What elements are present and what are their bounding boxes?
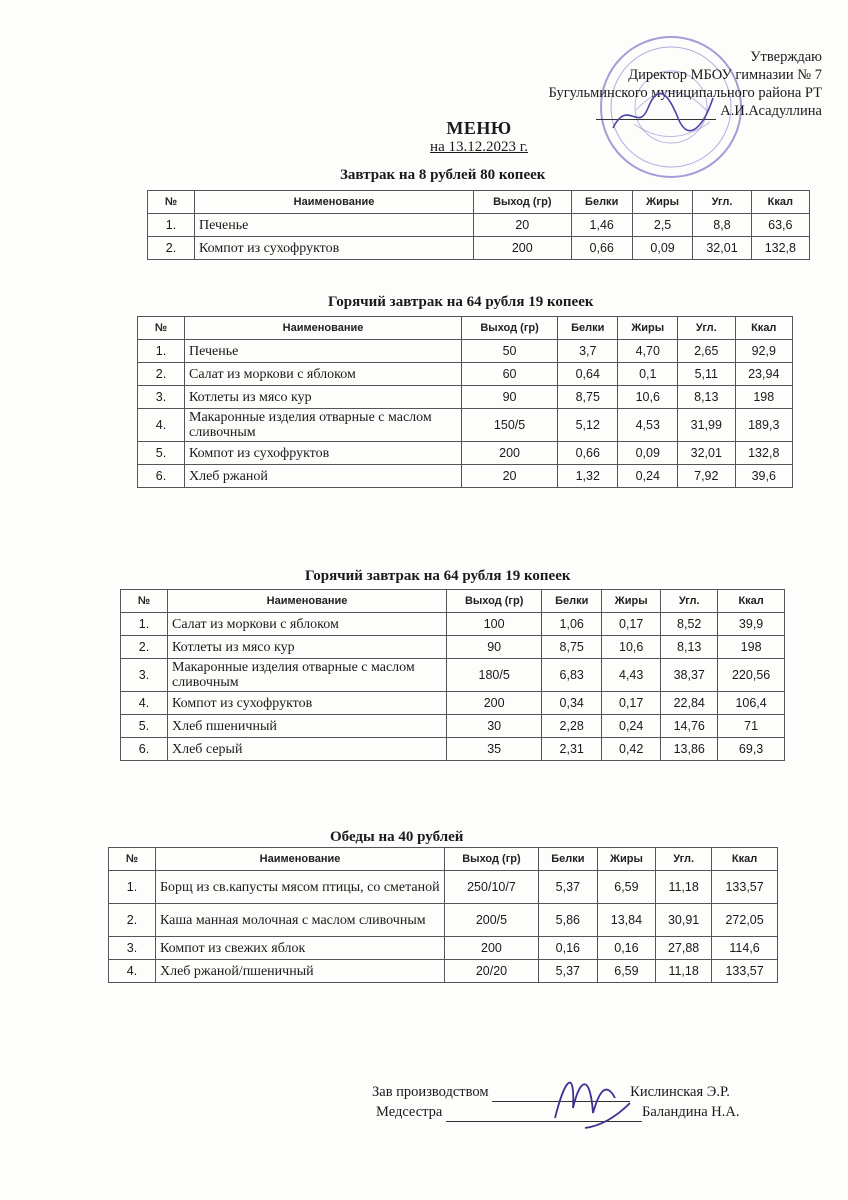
row-num: 1. (109, 871, 156, 904)
row-out: 20 (462, 465, 558, 488)
row-prot: 0,34 (542, 692, 602, 715)
row-prot: 8,75 (558, 386, 618, 409)
row-carb: 32,01 (678, 442, 735, 465)
row-kcal: 132,8 (751, 237, 809, 260)
row-out: 150/5 (462, 409, 558, 442)
header-out: Выход (гр) (447, 590, 542, 613)
row-name: Компот из сухофруктов (195, 237, 474, 260)
row-out: 200 (462, 442, 558, 465)
row-num: 6. (138, 465, 185, 488)
header-carb: Угл. (656, 848, 712, 871)
table-header-row (121, 590, 785, 613)
row-out: 50 (462, 340, 558, 363)
row-kcal: 220,56 (718, 659, 785, 692)
row-kcal: 39,6 (735, 465, 792, 488)
row-carb: 8,52 (661, 613, 718, 636)
row-out: 20 (474, 214, 572, 237)
table-row (109, 960, 778, 983)
production-label: Зав производством (372, 1084, 489, 1100)
header-out: Выход (гр) (445, 848, 539, 871)
row-fat: 0,24 (618, 465, 678, 488)
row-name: Компот из свежих яблок (156, 937, 445, 960)
row-num: 2. (138, 363, 185, 386)
page-title: МЕНЮ (446, 118, 512, 138)
header-kcal: Ккал (751, 191, 809, 214)
header-kcal: Ккал (718, 590, 785, 613)
row-carb: 31,99 (678, 409, 735, 442)
header-prot: Белки (558, 317, 618, 340)
row-out: 200 (474, 237, 572, 260)
row-name: Каша манная молочная с маслом сливочным (156, 904, 445, 937)
header-name: Наименование (168, 590, 447, 613)
header-carb: Угл. (678, 317, 735, 340)
row-out: 200 (447, 692, 542, 715)
row-num: 1. (138, 340, 185, 363)
row-carb: 22,84 (661, 692, 718, 715)
row-fat: 0,42 (602, 738, 661, 761)
row-prot: 5,37 (538, 871, 597, 904)
table-row (109, 871, 778, 904)
row-fat: 0,16 (597, 937, 655, 960)
approval-line-3: Бугульминского муниципального района РТ (548, 85, 822, 101)
row-fat: 13,84 (597, 904, 655, 937)
row-fat: 2,5 (632, 214, 693, 237)
row-num: 4. (109, 960, 156, 983)
row-fat: 6,59 (597, 960, 655, 983)
row-kcal: 69,3 (718, 738, 785, 761)
table-row (109, 937, 778, 960)
row-name: Салат из моркови с яблоком (168, 613, 447, 636)
row-carb: 27,88 (656, 937, 712, 960)
row-prot: 1,32 (558, 465, 618, 488)
table-row (109, 904, 778, 937)
header-name: Наименование (195, 191, 474, 214)
header-name: Наименование (185, 317, 462, 340)
menu-date-text: на 13.12.2023 г. (430, 139, 528, 155)
row-carb: 8,13 (661, 636, 718, 659)
row-out: 20/20 (445, 960, 539, 983)
row-num: 1. (148, 214, 195, 237)
row-kcal: 114,6 (712, 937, 778, 960)
table-row (138, 340, 793, 363)
row-num: 5. (138, 442, 185, 465)
table-row (138, 409, 793, 442)
header-prot: Белки (542, 590, 602, 613)
row-kcal: 133,57 (712, 871, 778, 904)
row-out: 180/5 (447, 659, 542, 692)
section-title: Обеды на 40 рублей (330, 829, 464, 845)
table-row (138, 363, 793, 386)
row-prot: 1,46 (571, 214, 632, 237)
row-name: Компот из сухофруктов (168, 692, 447, 715)
row-carb: 38,37 (661, 659, 718, 692)
row-num: 3. (138, 386, 185, 409)
row-prot: 0,66 (558, 442, 618, 465)
table-row (138, 442, 793, 465)
table-row (121, 715, 785, 738)
row-kcal: 39,9 (718, 613, 785, 636)
row-carb: 14,76 (661, 715, 718, 738)
row-out: 250/10/7 (445, 871, 539, 904)
row-prot: 1,06 (542, 613, 602, 636)
row-name: Компот из сухофруктов (185, 442, 462, 465)
table-row (148, 214, 810, 237)
row-num: 6. (121, 738, 168, 761)
row-num: 2. (148, 237, 195, 260)
table-row (138, 386, 793, 409)
row-out: 200/5 (445, 904, 539, 937)
row-num: 1. (121, 613, 168, 636)
row-kcal: 198 (735, 386, 792, 409)
row-kcal: 272,05 (712, 904, 778, 937)
row-prot: 6,83 (542, 659, 602, 692)
table-row (121, 636, 785, 659)
row-num: 3. (109, 937, 156, 960)
row-prot: 3,7 (558, 340, 618, 363)
row-carb: 7,92 (678, 465, 735, 488)
header-carb: Угл. (693, 191, 751, 214)
row-name: Салат из моркови с яблоком (185, 363, 462, 386)
section-title: Завтрак на 8 рублей 80 копеек (340, 167, 546, 183)
section-title: Горячий завтрак на 64 рубля 19 копеек (305, 568, 571, 584)
header-fat: Жиры (597, 848, 655, 871)
header-name: Наименование (156, 848, 445, 871)
row-name: Хлеб ржаной (185, 465, 462, 488)
header-fat: Жиры (618, 317, 678, 340)
row-kcal: 63,6 (751, 214, 809, 237)
row-fat: 6,59 (597, 871, 655, 904)
header-prot: Белки (571, 191, 632, 214)
row-name: Хлеб ржаной/пшеничный (156, 960, 445, 983)
header-carb: Угл. (661, 590, 718, 613)
section-title: Горячий завтрак на 64 рубля 19 копеек (328, 294, 594, 310)
row-fat: 0,17 (602, 613, 661, 636)
row-prot: 5,86 (538, 904, 597, 937)
header-fat: Жиры (602, 590, 661, 613)
header-num: № (138, 317, 185, 340)
row-fat: 4,43 (602, 659, 661, 692)
nurse-name: Баландина Н.А. (642, 1104, 740, 1120)
header-num: № (148, 191, 195, 214)
row-kcal: 106,4 (718, 692, 785, 715)
row-fat: 0,09 (632, 237, 693, 260)
row-num: 4. (138, 409, 185, 442)
row-out: 200 (445, 937, 539, 960)
row-kcal: 198 (718, 636, 785, 659)
row-out: 30 (447, 715, 542, 738)
row-name: Печенье (195, 214, 474, 237)
row-prot: 5,37 (538, 960, 597, 983)
row-kcal: 71 (718, 715, 785, 738)
row-kcal: 132,8 (735, 442, 792, 465)
row-carb: 32,01 (693, 237, 751, 260)
table-row (121, 659, 785, 692)
row-name: Печенье (185, 340, 462, 363)
menu-table (120, 589, 785, 761)
row-fat: 0,24 (602, 715, 661, 738)
header-num: № (121, 590, 168, 613)
row-carb: 30,91 (656, 904, 712, 937)
table-row (148, 237, 810, 260)
row-out: 90 (447, 636, 542, 659)
row-kcal: 23,94 (735, 363, 792, 386)
row-fat: 0,09 (618, 442, 678, 465)
row-num: 2. (109, 904, 156, 937)
row-num: 2. (121, 636, 168, 659)
row-fat: 10,6 (602, 636, 661, 659)
table-header-row (109, 848, 778, 871)
row-prot: 2,31 (542, 738, 602, 761)
menu-table (108, 847, 778, 983)
row-name: Хлеб пшеничный (168, 715, 447, 738)
row-prot: 0,16 (538, 937, 597, 960)
row-fat: 10,6 (618, 386, 678, 409)
row-name: Хлеб серый (168, 738, 447, 761)
table-header-row (138, 317, 793, 340)
approval-line-2: Директор МБОУ гимназии № 7 (628, 67, 822, 83)
table-row (138, 465, 793, 488)
row-kcal: 189,3 (735, 409, 792, 442)
row-name: Макаронные изделия отварные с маслом сливочным (185, 409, 462, 442)
table-row (121, 692, 785, 715)
row-out: 100 (447, 613, 542, 636)
row-carb: 11,18 (656, 871, 712, 904)
row-fat: 0,17 (602, 692, 661, 715)
row-carb: 5,11 (678, 363, 735, 386)
production-signature-icon (545, 1058, 635, 1138)
header-num: № (109, 848, 156, 871)
row-fat: 0,1 (618, 363, 678, 386)
row-carb: 11,18 (656, 960, 712, 983)
row-carb: 8,13 (678, 386, 735, 409)
row-kcal: 133,57 (712, 960, 778, 983)
row-num: 5. (121, 715, 168, 738)
row-num: 3. (121, 659, 168, 692)
header-fat: Жиры (632, 191, 693, 214)
row-carb: 2,65 (678, 340, 735, 363)
row-prot: 0,64 (558, 363, 618, 386)
row-name: Макаронные изделия отварные с маслом сливочным (168, 659, 447, 692)
table-header-row (148, 191, 810, 214)
header-out: Выход (гр) (462, 317, 558, 340)
row-kcal: 92,9 (735, 340, 792, 363)
header-out: Выход (гр) (474, 191, 572, 214)
row-name: Котлеты из мясо кур (168, 636, 447, 659)
header-prot: Белки (538, 848, 597, 871)
row-out: 90 (462, 386, 558, 409)
row-name: Борщ из св.капусты мясом птицы, со сметаной (156, 871, 445, 904)
menu-table (147, 190, 810, 260)
row-num: 4. (121, 692, 168, 715)
production-name: Кислинская Э.Р. (630, 1084, 730, 1100)
row-carb: 13,86 (661, 738, 718, 761)
table-row (121, 738, 785, 761)
row-carb: 8,8 (693, 214, 751, 237)
header-kcal: Ккал (712, 848, 778, 871)
approval-director-name: А.И.Асадуллина (720, 103, 822, 119)
row-out: 35 (447, 738, 542, 761)
menu-table (137, 316, 793, 488)
row-prot: 8,75 (542, 636, 602, 659)
row-fat: 4,70 (618, 340, 678, 363)
row-prot: 5,12 (558, 409, 618, 442)
approval-line-1: Утверждаю (750, 49, 822, 65)
menu-date (0, 139, 848, 156)
nurse-label: Медсестра (376, 1104, 443, 1120)
header-kcal: Ккал (735, 317, 792, 340)
row-fat: 4,53 (618, 409, 678, 442)
row-out: 60 (462, 363, 558, 386)
table-row (121, 613, 785, 636)
row-prot: 0,66 (571, 237, 632, 260)
row-name: Котлеты из мясо кур (185, 386, 462, 409)
row-prot: 2,28 (542, 715, 602, 738)
